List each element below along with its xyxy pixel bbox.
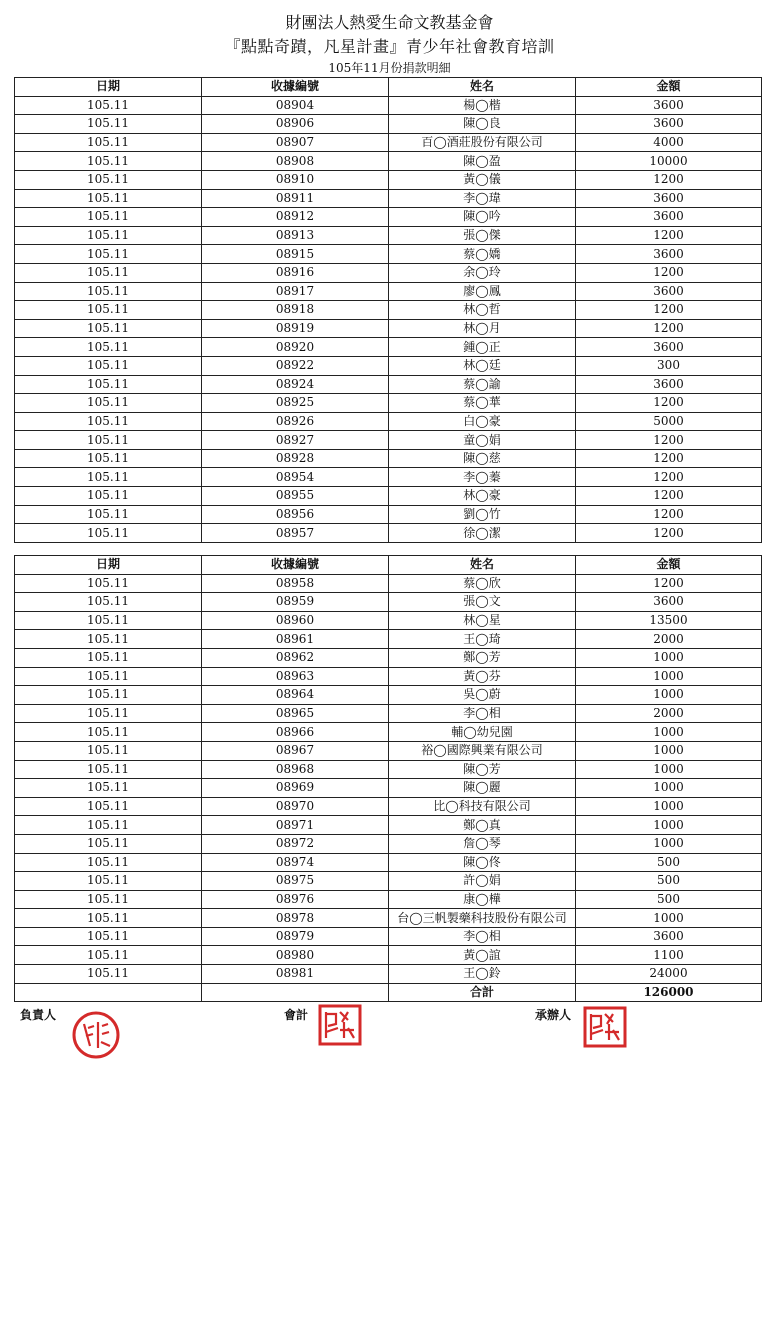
receipt-cell: 08906 <box>202 115 389 134</box>
amount-cell: 1000 <box>576 779 762 798</box>
name-cell: 陳◯麗 <box>389 779 576 798</box>
table-row <box>15 834 762 853</box>
amount-cell: 1000 <box>576 667 762 686</box>
amount-cell: 24000 <box>576 965 762 984</box>
table-row <box>15 301 762 320</box>
table-row <box>15 741 762 760</box>
table-row <box>15 375 762 394</box>
table-row <box>15 487 762 506</box>
receipt-cell: 08927 <box>202 431 389 450</box>
name-cell: 林◯月 <box>389 319 576 338</box>
amount-cell: 1100 <box>576 946 762 965</box>
accountant-label: 會計 <box>284 1008 309 1022</box>
receipt-cell: 08978 <box>202 909 389 928</box>
amount-cell: 4000 <box>576 133 762 152</box>
receipt-cell: 08974 <box>202 853 389 872</box>
table-row <box>15 338 762 357</box>
name-cell: 李◯相 <box>389 704 576 723</box>
table-row <box>15 797 762 816</box>
receipt-cell: 08976 <box>202 890 389 909</box>
receipt-cell: 08969 <box>202 779 389 798</box>
receipt-cell: 08904 <box>202 96 389 115</box>
table-row <box>15 630 762 649</box>
name-cell: 鍾◯正 <box>389 338 576 357</box>
col-name-header: 姓名 <box>389 556 576 575</box>
receipt-cell: 08981 <box>202 965 389 984</box>
name-cell: 林◯豪 <box>389 487 576 506</box>
amount-cell: 10000 <box>576 152 762 171</box>
table-row <box>15 96 762 115</box>
date-cell: 105.11 <box>15 816 202 835</box>
total-empty-cell <box>202 983 389 1002</box>
amount-cell: 3600 <box>576 375 762 394</box>
name-cell: 比◯科技有限公司 <box>389 797 576 816</box>
name-cell: 黃◯誼 <box>389 946 576 965</box>
amount-cell: 1000 <box>576 723 762 742</box>
responsible-label: 負責人 <box>20 1008 57 1022</box>
date-cell: 105.11 <box>15 170 202 189</box>
date-cell: 105.11 <box>15 431 202 450</box>
amount-cell: 3600 <box>576 208 762 227</box>
receipt-cell: 08979 <box>202 927 389 946</box>
amount-cell: 3600 <box>576 338 762 357</box>
col-date-header: 日期 <box>15 78 202 97</box>
table-row <box>15 872 762 891</box>
name-cell: 林◯廷 <box>389 356 576 375</box>
receipt-cell: 08907 <box>202 133 389 152</box>
col-name-header: 姓名 <box>389 78 576 97</box>
date-cell: 105.11 <box>15 468 202 487</box>
amount-cell: 1200 <box>576 524 762 543</box>
table-row <box>15 760 762 779</box>
amount-cell: 1200 <box>576 449 762 468</box>
table-row <box>15 226 762 245</box>
amount-cell: 1200 <box>576 505 762 524</box>
name-cell: 蔡◯嬌 <box>389 245 576 264</box>
table-row <box>15 890 762 909</box>
date-cell: 105.11 <box>15 704 202 723</box>
table-header <box>15 556 762 575</box>
amount-cell: 1000 <box>576 686 762 705</box>
handler-seal-icon <box>583 1006 627 1048</box>
report-subtitle: 105年11月份捐款明細 <box>328 61 451 75</box>
col-receipt-header: 收據編號 <box>202 78 389 97</box>
date-cell: 105.11 <box>15 630 202 649</box>
table-row <box>15 356 762 375</box>
table-row <box>15 593 762 612</box>
name-cell: 張◯文 <box>389 593 576 612</box>
amount-cell: 1200 <box>576 487 762 506</box>
org-title: 財團法人熱愛生命文教基金會 <box>285 13 494 32</box>
date-cell: 105.11 <box>15 487 202 506</box>
date-cell: 105.11 <box>15 834 202 853</box>
table-row <box>15 319 762 338</box>
table-row <box>15 704 762 723</box>
receipt-cell: 08955 <box>202 487 389 506</box>
receipt-cell: 08963 <box>202 667 389 686</box>
date-cell: 105.11 <box>15 741 202 760</box>
table-row <box>15 648 762 667</box>
receipt-cell: 08926 <box>202 412 389 431</box>
col-date-header: 日期 <box>15 556 202 575</box>
date-cell: 105.11 <box>15 872 202 891</box>
program-title: 『點點奇蹟，凡星計畫』青少年社會教育培訓 <box>224 37 555 56</box>
name-cell: 徐◯潔 <box>389 524 576 543</box>
date-cell: 105.11 <box>15 189 202 208</box>
receipt-cell: 08922 <box>202 356 389 375</box>
total-empty-cell <box>15 983 202 1002</box>
name-cell: 王◯琦 <box>389 630 576 649</box>
amount-cell: 500 <box>576 853 762 872</box>
name-cell: 李◯瑋 <box>389 189 576 208</box>
date-cell: 105.11 <box>15 505 202 524</box>
date-cell: 105.11 <box>15 115 202 134</box>
name-cell: 許◯娟 <box>389 872 576 891</box>
name-cell: 白◯豪 <box>389 412 576 431</box>
receipt-cell: 08925 <box>202 394 389 413</box>
name-cell: 余◯玲 <box>389 263 576 282</box>
name-cell: 百◯酒莊股份有限公司 <box>389 133 576 152</box>
receipt-cell: 08912 <box>202 208 389 227</box>
receipt-cell: 08910 <box>202 170 389 189</box>
name-cell: 黃◯儀 <box>389 170 576 189</box>
amount-cell: 1000 <box>576 834 762 853</box>
table-row <box>15 946 762 965</box>
receipt-cell: 08962 <box>202 648 389 667</box>
table-row <box>15 686 762 705</box>
name-cell: 台◯三帆製藥科技股份有限公司 <box>389 909 576 928</box>
total-row <box>15 983 762 1002</box>
receipt-cell: 08919 <box>202 319 389 338</box>
amount-cell: 3600 <box>576 927 762 946</box>
date-cell: 105.11 <box>15 853 202 872</box>
amount-cell: 1000 <box>576 816 762 835</box>
date-cell: 105.11 <box>15 797 202 816</box>
receipt-cell: 08924 <box>202 375 389 394</box>
date-cell: 105.11 <box>15 723 202 742</box>
receipt-cell: 08913 <box>202 226 389 245</box>
col-amount-header: 金額 <box>576 556 762 575</box>
amount-cell: 1200 <box>576 394 762 413</box>
col-amount-header: 金額 <box>576 78 762 97</box>
name-cell: 裕◯國際興業有限公司 <box>389 741 576 760</box>
receipt-cell: 08908 <box>202 152 389 171</box>
table-row <box>15 927 762 946</box>
table-row <box>15 816 762 835</box>
table-row <box>15 208 762 227</box>
name-cell: 李◯相 <box>389 927 576 946</box>
table-row <box>15 909 762 928</box>
receipt-cell: 08960 <box>202 611 389 630</box>
receipt-cell: 08980 <box>202 946 389 965</box>
amount-cell: 13500 <box>576 611 762 630</box>
table-header <box>15 78 762 97</box>
col-receipt-header: 收據編號 <box>202 556 389 575</box>
receipt-cell: 08918 <box>202 301 389 320</box>
date-cell: 105.11 <box>15 667 202 686</box>
amount-cell: 1000 <box>576 760 762 779</box>
date-cell: 105.11 <box>15 245 202 264</box>
date-cell: 105.11 <box>15 449 202 468</box>
receipt-cell: 08972 <box>202 834 389 853</box>
name-cell: 黃◯芬 <box>389 667 576 686</box>
date-cell: 105.11 <box>15 208 202 227</box>
receipt-cell: 08965 <box>202 704 389 723</box>
amount-cell: 1200 <box>576 319 762 338</box>
date-cell: 105.11 <box>15 263 202 282</box>
date-cell: 105.11 <box>15 301 202 320</box>
name-cell: 鄭◯芳 <box>389 648 576 667</box>
receipt-cell: 08954 <box>202 468 389 487</box>
receipt-cell: 08917 <box>202 282 389 301</box>
name-cell: 童◯娟 <box>389 431 576 450</box>
name-cell: 陳◯芳 <box>389 760 576 779</box>
table-row <box>15 263 762 282</box>
name-cell: 輔◯幼兒園 <box>389 723 576 742</box>
name-cell: 鄭◯真 <box>389 816 576 835</box>
table-row <box>15 468 762 487</box>
receipt-cell: 08956 <box>202 505 389 524</box>
name-cell: 蔡◯華 <box>389 394 576 413</box>
date-cell: 105.11 <box>15 282 202 301</box>
table-row <box>15 574 762 593</box>
table-row <box>15 245 762 264</box>
receipt-cell: 08961 <box>202 630 389 649</box>
receipt-cell: 08920 <box>202 338 389 357</box>
name-cell: 劉◯竹 <box>389 505 576 524</box>
amount-cell: 1200 <box>576 170 762 189</box>
receipt-cell: 08971 <box>202 816 389 835</box>
amount-cell: 1200 <box>576 263 762 282</box>
receipt-cell: 08928 <box>202 449 389 468</box>
donation-table-1 <box>14 77 762 543</box>
date-cell: 105.11 <box>15 909 202 928</box>
table-row <box>15 170 762 189</box>
amount-cell: 1200 <box>576 431 762 450</box>
date-cell: 105.11 <box>15 760 202 779</box>
receipt-cell: 08958 <box>202 574 389 593</box>
date-cell: 105.11 <box>15 574 202 593</box>
amount-cell: 3600 <box>576 245 762 264</box>
receipt-cell: 08957 <box>202 524 389 543</box>
amount-cell: 3600 <box>576 189 762 208</box>
name-cell: 蔡◯欣 <box>389 574 576 593</box>
amount-cell: 1200 <box>576 226 762 245</box>
name-cell: 林◯哲 <box>389 301 576 320</box>
handler-label: 承辦人 <box>535 1008 572 1022</box>
name-cell: 康◯樺 <box>389 890 576 909</box>
name-cell: 廖◯鳳 <box>389 282 576 301</box>
date-cell: 105.11 <box>15 133 202 152</box>
date-cell: 105.11 <box>15 965 202 984</box>
table-row <box>15 449 762 468</box>
date-cell: 105.11 <box>15 319 202 338</box>
total-label: 合計 <box>389 983 576 1002</box>
receipt-cell: 08916 <box>202 263 389 282</box>
amount-cell: 1200 <box>576 574 762 593</box>
name-cell: 王◯鈴 <box>389 965 576 984</box>
table-row <box>15 115 762 134</box>
table-row <box>15 282 762 301</box>
amount-cell: 500 <box>576 872 762 891</box>
receipt-cell: 08966 <box>202 723 389 742</box>
date-cell: 105.11 <box>15 686 202 705</box>
total-amount: 126000 <box>576 983 762 1002</box>
name-cell: 林◯星 <box>389 611 576 630</box>
date-cell: 105.11 <box>15 524 202 543</box>
amount-cell: 1000 <box>576 909 762 928</box>
receipt-cell: 08967 <box>202 741 389 760</box>
date-cell: 105.11 <box>15 648 202 667</box>
receipt-cell: 08968 <box>202 760 389 779</box>
donation-table-2 <box>14 555 762 1002</box>
date-cell: 105.11 <box>15 927 202 946</box>
date-cell: 105.11 <box>15 611 202 630</box>
accountant-seal-icon <box>318 1004 362 1046</box>
name-cell: 詹◯琴 <box>389 834 576 853</box>
name-cell: 張◯傑 <box>389 226 576 245</box>
table-row <box>15 853 762 872</box>
amount-cell: 300 <box>576 356 762 375</box>
table-row <box>15 189 762 208</box>
date-cell: 105.11 <box>15 412 202 431</box>
date-cell: 105.11 <box>15 375 202 394</box>
amount-cell: 1200 <box>576 301 762 320</box>
receipt-cell: 08915 <box>202 245 389 264</box>
name-cell: 陳◯盈 <box>389 152 576 171</box>
date-cell: 105.11 <box>15 338 202 357</box>
date-cell: 105.11 <box>15 96 202 115</box>
name-cell: 陳◯吟 <box>389 208 576 227</box>
amount-cell: 1000 <box>576 648 762 667</box>
amount-cell: 3600 <box>576 96 762 115</box>
receipt-cell: 08911 <box>202 189 389 208</box>
receipt-cell: 08975 <box>202 872 389 891</box>
table-row <box>15 152 762 171</box>
receipt-cell: 08959 <box>202 593 389 612</box>
table-row <box>15 524 762 543</box>
table-row <box>15 133 762 152</box>
name-cell: 陳◯佟 <box>389 853 576 872</box>
date-cell: 105.11 <box>15 779 202 798</box>
date-cell: 105.11 <box>15 890 202 909</box>
amount-cell: 3600 <box>576 593 762 612</box>
amount-cell: 1000 <box>576 741 762 760</box>
amount-cell: 3600 <box>576 115 762 134</box>
name-cell: 李◯蓁 <box>389 468 576 487</box>
amount-cell: 5000 <box>576 412 762 431</box>
table-row <box>15 667 762 686</box>
responsible-seal-icon <box>68 1010 124 1060</box>
date-cell: 105.11 <box>15 226 202 245</box>
table-row <box>15 965 762 984</box>
receipt-cell: 08964 <box>202 686 389 705</box>
date-cell: 105.11 <box>15 152 202 171</box>
receipt-cell: 08970 <box>202 797 389 816</box>
name-cell: 蔡◯諭 <box>389 375 576 394</box>
table-row <box>15 431 762 450</box>
name-cell: 吳◯蔚 <box>389 686 576 705</box>
name-cell: 楊◯楷 <box>389 96 576 115</box>
name-cell: 陳◯良 <box>389 115 576 134</box>
name-cell: 陳◯慈 <box>389 449 576 468</box>
amount-cell: 1000 <box>576 797 762 816</box>
amount-cell: 2000 <box>576 630 762 649</box>
table-row <box>15 723 762 742</box>
date-cell: 105.11 <box>15 593 202 612</box>
date-cell: 105.11 <box>15 946 202 965</box>
table-row <box>15 394 762 413</box>
table-row <box>15 505 762 524</box>
amount-cell: 500 <box>576 890 762 909</box>
table-row <box>15 779 762 798</box>
amount-cell: 2000 <box>576 704 762 723</box>
date-cell: 105.11 <box>15 394 202 413</box>
amount-cell: 1200 <box>576 468 762 487</box>
table-row <box>15 611 762 630</box>
table-row <box>15 412 762 431</box>
amount-cell: 3600 <box>576 282 762 301</box>
date-cell: 105.11 <box>15 356 202 375</box>
